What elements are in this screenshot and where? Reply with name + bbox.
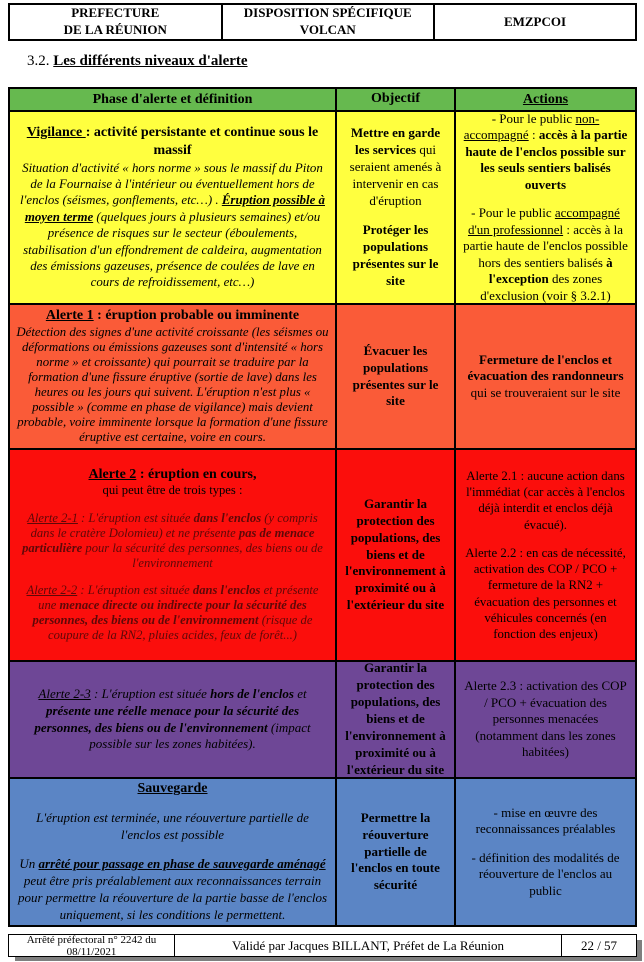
alert-levels-table (8, 87, 637, 927)
sauvegarde-objectif-cell: Permettre la réouverture partielle de l'enclos en toute sécurité (337, 779, 456, 925)
alerte2-actions-cell: Alerte 2.1 : aucune action dans l'immédiat (car accès à l'enclos déjà interdit et enclos déjà évacué). Alerte 2.2 : en cas de nécessité, activation des COP / PCO + fermeture de la RN2 + évacuation des personnes et véhicules concernés (en fonction des enjeux) (465, 468, 626, 641)
sauvegarde-actions-cell: - mise en œuvre des reconnaissances préalables - définition des modalités de réouverture de l'enclos au public (471, 804, 620, 898)
alerte2-3-actions-cell: Alerte 2.3 : activation des COP / PCO + évacuation des personnes menacées (notamment dans les zones habitées) (464, 678, 627, 760)
alerte1-actions-cell: Fermeture de l'enclos et évacuation des randonneurs qui se trouveraient sur le site (467, 351, 624, 400)
alerte1-objectif-cell: Évacuer les populations présentes sur le site (337, 305, 456, 448)
disposition-cell (223, 5, 436, 39)
row-alerte2 (10, 450, 635, 662)
disposition-line1: DISPOSITION SPÉCIFIQUE (243, 5, 412, 21)
emzpcoi-label: EMZPCOI (503, 13, 567, 29)
row-alerte1 (10, 305, 635, 450)
vigilance-actions-cell: - Pour le public non-accompagné : accès à la partie haute de l'enclos possible sur les seuls sentiers balisés ouverts - Pour le public accompagné d'un professionnel : accès à la partie haute de l'enclos possible hors des sentiers balisés à l'exception des zones d'exclusion (voir § 3.2.1) (463, 112, 628, 303)
prefecture-cell (10, 5, 223, 39)
alerte2-3-objectif-cell: Garantir la protection des populations, des biens et de l'environnement à proximité ou à l'extérieur du site (337, 662, 456, 777)
vigilance-objectif-cell: Mettre en garde les services qui seraient amenés à intervenir en cas d'éruption Protéger les populations présentes sur le site (337, 112, 456, 303)
prefecture-line1: PREFECTURE (71, 5, 160, 21)
column-header-objectif: Objectif (337, 89, 456, 110)
alerte2-3-definition-cell: Alerte 2-3 : L'éruption est située hors de l'enclos et présente une réelle menace pour la sécurité des personnes, des biens ou de l'environnement (impact possible sur les zones habitées). (10, 662, 337, 777)
footer-arrete-reference: Arrêté préfectoral n° 2242 du 08/11/2021 (9, 935, 175, 956)
table-header-row (10, 89, 635, 112)
document-header-table (8, 3, 637, 41)
alerte2-definition-cell: Alerte 2 : éruption en cours, qui peut être de trois types : Alerte 2-1 : L'éruption est située dans l'enclos (y compris dans le cratère Dolomieu) et ne présente pas de menace particulière pour la sécurité des personnes, des biens ou de l'environnement Alerte 2-2 : L'éruption est située dans l'enclos et présente une menace directe ou indirecte pour la sécurité des personnes, des biens ou de l'environnement (risque de coupure de la RN2, pluies acides, feux de forêt...) (10, 450, 337, 660)
alerte1-definition-cell: Alerte 1 : éruption probable ou imminente Détection des signes d'une activité croissante (les séismes ou déformations ou émissions gazeuses sont d'intensité « hors norme » et croissante) qui pourrait se traduire par la formation d'une fissure éruptive (sortie de lave) dans les heures ou les jours qui suivent. L'éruption n'est plus « possible » (comme en phase de vigilance) mais devient probable, voire imminente lorsque la formation d'une fissure éruptive est certaine, voire en cours. (10, 305, 337, 448)
prefecture-line2: DE LA RÉUNION (63, 22, 167, 37)
footer-page-number: 22 / 57 (580, 937, 618, 953)
row-sauvegarde (10, 779, 635, 925)
disposition-line2: VOLCAN (299, 22, 356, 37)
section-heading (27, 53, 248, 70)
emzpcoi-cell (435, 5, 635, 39)
row-alerte2-3 (10, 662, 635, 779)
section-number: 3.2. (27, 53, 50, 69)
sauvegarde-definition-cell: Sauvegarde L'éruption est terminée, une réouverture partielle de l'enclos est possible Un arrêté pour passage en phase de sauvegarde aménagé peut être pris préalablement aux reconnaissances terrain pour permettre la réouverture de la partie basse de l'enclos uniquement, si les conditions le permettent. (10, 779, 337, 925)
column-header-actions: Actions (522, 91, 569, 107)
row-vigilance (10, 112, 635, 305)
column-header-phase: Phase d'alerte et définition (10, 89, 337, 110)
document-footer-table (8, 934, 637, 957)
footer-validation-text: Validé par Jacques BILLANT, Préfet de La Réunion (175, 935, 562, 956)
vigilance-definition-cell: Vigilance : activité persistante et continue sous le massif Situation d'activité « hors norme » sous le massif du Piton de la Fournaise à l'intérieur ou éventuellement hors de l'enclos (séismes, gonflements, etc…) . Éruption possible à moyen terme (quelques jours à plusieurs semaines) et/ou présence de risques sur le secteur (éboulements, stabilisation d'un effondrement de caldeira, augmentation des émissions gazeuses, présence de coulées de lave en cours de refroidissement, etc…) (10, 112, 337, 303)
section-title: Les différents niveaux d'alerte (53, 53, 248, 69)
alerte2-objectif-cell: Garantir la protection des populations, des biens et de l'environnement à proximité ou à l'extérieur du site (337, 450, 456, 660)
